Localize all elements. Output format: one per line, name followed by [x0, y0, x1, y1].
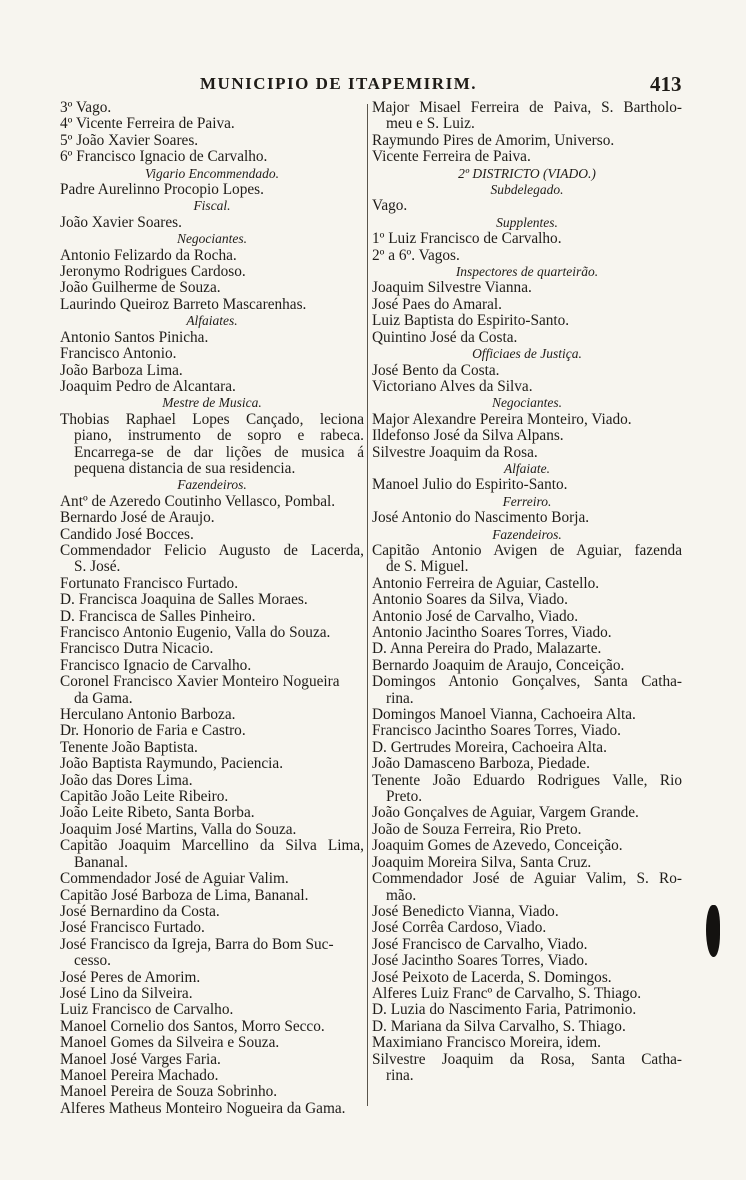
entry-continuation: rina.: [386, 690, 414, 707]
entry-line: 4º Vicente Ferreira de Paiva.: [60, 116, 235, 133]
entry-continuation: pequena distancia de sua residencia.: [74, 460, 296, 477]
entry-line: João Baptista Raymundo, Paciencia.: [60, 756, 284, 773]
entry-line: 5º João Xavier Soares.: [60, 132, 199, 149]
entry-line: Tenente João Eduardo Rodrigues Valle, Rio: [372, 772, 682, 789]
entry-line: Luiz Francisco de Carvalho.: [60, 1002, 234, 1019]
entry-line: Manoel Julio do Espirito-Santo.: [372, 477, 568, 494]
entry-line: José Francisco de Carvalho, Viado.: [372, 936, 588, 953]
section-heading: 2º DISTRICTO (VIADO.): [458, 165, 596, 181]
entry-line: 2º a 6º. Vagos.: [372, 247, 460, 264]
entry-continuation: de S. Miguel.: [386, 559, 469, 576]
entry-line: João Damasceno Barboza, Piedade.: [372, 756, 590, 773]
entry-line: Victoriano Alves da Silva.: [372, 378, 533, 395]
entry-line: Vicente Ferreira de Paiva.: [372, 149, 531, 166]
entry-line: Jeronymo Rodrigues Cardoso.: [60, 264, 246, 281]
entry-line: João Leite Ribeto, Santa Borba.: [60, 805, 255, 822]
entry-line: Domingos Antonio Gonçalves, Santa Catha-: [372, 674, 682, 691]
section-heading: Ferreiro.: [502, 493, 552, 509]
entry-line: Major Misael Ferreira de Paiva, S. Bartholo-: [372, 100, 682, 116]
entry-line: Bernardo Joaquim de Araujo, Conceição.: [372, 657, 625, 674]
entry-line: José Paes do Amaral.: [372, 296, 503, 313]
entry-line: 3º Vago.: [60, 100, 112, 116]
page-header: [0, 72, 746, 100]
entry-line: Candido José Bocces.: [60, 526, 194, 543]
entry-continuation: cesso.: [74, 953, 111, 970]
running-title: MUNICIPIO DE ITAPEMIRIM.: [200, 74, 477, 93]
section-heading: Fazendeiros.: [492, 526, 562, 542]
entry-line: D. Gertrudes Moreira, Cachoeira Alta.: [372, 739, 607, 756]
entry-line: Manoel Gomes da Silveira e Souza.: [60, 1035, 280, 1052]
entry-line: Antº de Azeredo Coutinho Vellasco, Pombal.: [60, 493, 336, 510]
entry-line: João Guilherme de Souza.: [60, 280, 221, 297]
section-heading: Fiscal.: [193, 198, 231, 214]
entry-line: D. Luzia do Nascimento Faria, Patrimonio.: [372, 1002, 637, 1019]
entry-continuation: meu e S. Luiz.: [386, 116, 475, 133]
entry-continuation: Encarrega-se de dar lições de musica á: [74, 444, 364, 461]
entry-continuation: S. José.: [74, 559, 121, 576]
entry-line: João Xavier Soares.: [60, 214, 182, 231]
section-heading: Fazendeiros.: [177, 477, 247, 493]
entry-line: Manoel José Varges Faria.: [60, 1051, 221, 1068]
entry-line: Ildefonso José da Silva Alpans.: [372, 428, 564, 445]
entry-line: Tenente João Baptista.: [60, 739, 198, 756]
entry-line: Silvestre Joaquim da Rosa.: [372, 444, 538, 461]
entry-continuation: mão.: [386, 887, 417, 904]
entry-line: José Corrêa Cardoso, Viado.: [372, 920, 547, 937]
entry-continuation: da Gama.: [74, 690, 133, 707]
entry-line: Padre Aurelinno Procopio Lopes.: [60, 182, 264, 199]
entry-line: Francisco Ignacio de Carvalho.: [60, 657, 252, 674]
right-column: [372, 100, 682, 1084]
entry-line: Antonio Santos Pinicha.: [60, 329, 209, 346]
entry-line: Antonio Soares da Silva, Viado.: [372, 592, 568, 609]
section-heading: Vigario Encommendado.: [145, 165, 279, 181]
entry-line: Bernardo José de Araujo.: [60, 510, 215, 527]
entry-line: Commendador Felicio Augusto de Lacerda,: [60, 542, 364, 559]
entry-line: Laurindo Queiroz Barreto Mascarenhas.: [60, 296, 307, 313]
left-column: [60, 100, 364, 1117]
entry-line: José Peres de Amorim.: [60, 969, 201, 986]
entry-line: D. Francisca Joaquina de Salles Moraes.: [60, 592, 308, 609]
entry-line: D. Anna Pereira do Prado, Malazarte.: [372, 641, 602, 658]
section-heading: Mestre de Musica.: [162, 395, 262, 411]
entry-line: José Benedicto Vianna, Viado.: [372, 903, 559, 920]
entry-line: D. Mariana da Silva Carvalho, S. Thiago.: [372, 1018, 626, 1035]
entry-line: Thobias Raphael Lopes Cançado, leciona: [60, 411, 364, 428]
entry-line: Commendador José de Aguiar Valim.: [60, 871, 289, 888]
entry-line: João de Souza Ferreira, Rio Preto.: [372, 821, 582, 838]
entry-line: Dr. Honorio de Faria e Castro.: [60, 723, 246, 740]
entry-line: Francisco Jacintho Soares Torres, Viado.: [372, 723, 621, 740]
entry-continuation: Preto.: [386, 789, 423, 806]
entry-line: Luiz Baptista do Espirito-Santo.: [372, 313, 570, 330]
page-number: 413: [650, 72, 682, 96]
entry-line: Alferes Luiz Francº de Carvalho, S. Thiago.: [372, 985, 642, 1002]
entry-line: Domingos Manoel Vianna, Cachoeira Alta.: [372, 707, 636, 724]
section-heading: Negociantes.: [176, 231, 248, 247]
entry-line: Antonio Ferreira de Aguiar, Castello.: [372, 575, 600, 592]
section-heading: Supplentes.: [496, 214, 558, 230]
entry-line: José Antonio do Nascimento Borja.: [372, 510, 590, 527]
entry-line: Capitão João Leite Ribeiro.: [60, 789, 229, 806]
entry-line: Maximiano Francisco Moreira, idem.: [372, 1035, 601, 1052]
section-heading: Alfaiate.: [503, 460, 551, 476]
column-divider: [367, 104, 368, 1106]
entry-line: Antonio José de Carvalho, Viado.: [372, 608, 579, 625]
entry-line: Antonio Jacintho Soares Torres, Viado.: [372, 625, 612, 641]
section-heading: Inspectores de quarteirão.: [455, 264, 599, 280]
section-heading: Subdelegado.: [490, 182, 564, 198]
entry-line: João Gonçalves de Aguiar, Vargem Grande.: [372, 805, 639, 822]
entry-line: Silvestre Joaquim da Rosa, Santa Catha-: [372, 1051, 682, 1068]
entry-line: João Barboza Lima.: [60, 362, 183, 379]
entry-line: Francisco Dutra Nicacio.: [60, 641, 214, 658]
section-heading: Officiaes de Justiça.: [472, 346, 582, 362]
entry-line: Raymundo Pires de Amorim, Universo.: [372, 132, 615, 149]
entry-line: 6º Francisco Ignacio de Carvalho.: [60, 149, 268, 166]
entry-line: Joaquim Pedro de Alcantara.: [60, 378, 236, 395]
ink-blot: [706, 905, 720, 957]
entry-line: 1º Luiz Francisco de Carvalho.: [372, 231, 562, 248]
entry-continuation: Bananal.: [74, 854, 128, 871]
entry-line: José Francisco da Igreja, Barra do Bom Suc-: [60, 936, 334, 953]
entry-line: Major Alexandre Pereira Monteiro, Viado.: [372, 411, 632, 428]
entry-line: José Jacintho Soares Torres, Viado.: [372, 953, 588, 970]
entry-line: Joaquim José Martins, Valla do Souza.: [60, 821, 297, 838]
entry-line: Commendador José de Aguiar Valim, S. Ro-: [372, 871, 682, 888]
entry-line: Capitão Antonio Avigen de Aguiar, fazenda: [372, 542, 682, 559]
entry-line: João das Dores Lima.: [60, 772, 193, 789]
entry-line: D. Francisca de Salles Pinheiro.: [60, 608, 256, 625]
entry-line: José Bernardino da Costa.: [60, 903, 220, 920]
entry-line: Manoel Pereira de Souza Sobrinho.: [60, 1084, 278, 1101]
entry-line: Fortunato Francisco Furtado.: [60, 575, 239, 592]
entry-line: José Bento da Costa.: [372, 362, 500, 379]
entry-line: Joaquim Silvestre Vianna.: [372, 280, 532, 297]
section-heading: Alfaiates.: [186, 313, 238, 329]
entry-line: Alferes Matheus Monteiro Nogueira da Gama.: [60, 1100, 346, 1117]
entry-continuation: rina.: [386, 1067, 414, 1084]
entry-line: Joaquim Gomes de Azevedo, Conceição.: [372, 838, 623, 855]
entry-line: Herculano Antonio Barboza.: [60, 707, 236, 724]
entry-line: Capitão Joaquim Marcellino da Silva Lima,: [60, 838, 364, 855]
entry-line: Quintino José da Costa.: [372, 329, 518, 346]
entry-continuation: piano, instrumento de sopro e rabeca.: [74, 428, 364, 445]
entry-line: Capitão José Barboza de Lima, Bananal.: [60, 887, 309, 904]
section-heading: Negociantes.: [491, 395, 563, 411]
entry-line: Joaquim Moreira Silva, Santa Cruz.: [372, 854, 592, 871]
entry-line: José Peixoto de Lacerda, S. Domingos.: [372, 969, 612, 986]
entry-line: Antonio Felizardo da Rocha.: [60, 247, 237, 264]
entry-line: Manoel Pereira Machado.: [60, 1067, 219, 1084]
entry-line: Manoel Cornelio dos Santos, Morro Secco.: [60, 1018, 325, 1035]
entry-line: José Francisco Furtado.: [60, 920, 205, 937]
entry-line: Francisco Antonio.: [60, 346, 177, 363]
entry-line: Vago.: [372, 198, 408, 215]
entry-line: José Lino da Silveira.: [60, 985, 193, 1002]
entry-line: Coronel Francisco Xavier Monteiro Nogueira: [60, 674, 340, 691]
entry-line: Francisco Antonio Eugenio, Valla do Souza.: [60, 625, 331, 641]
